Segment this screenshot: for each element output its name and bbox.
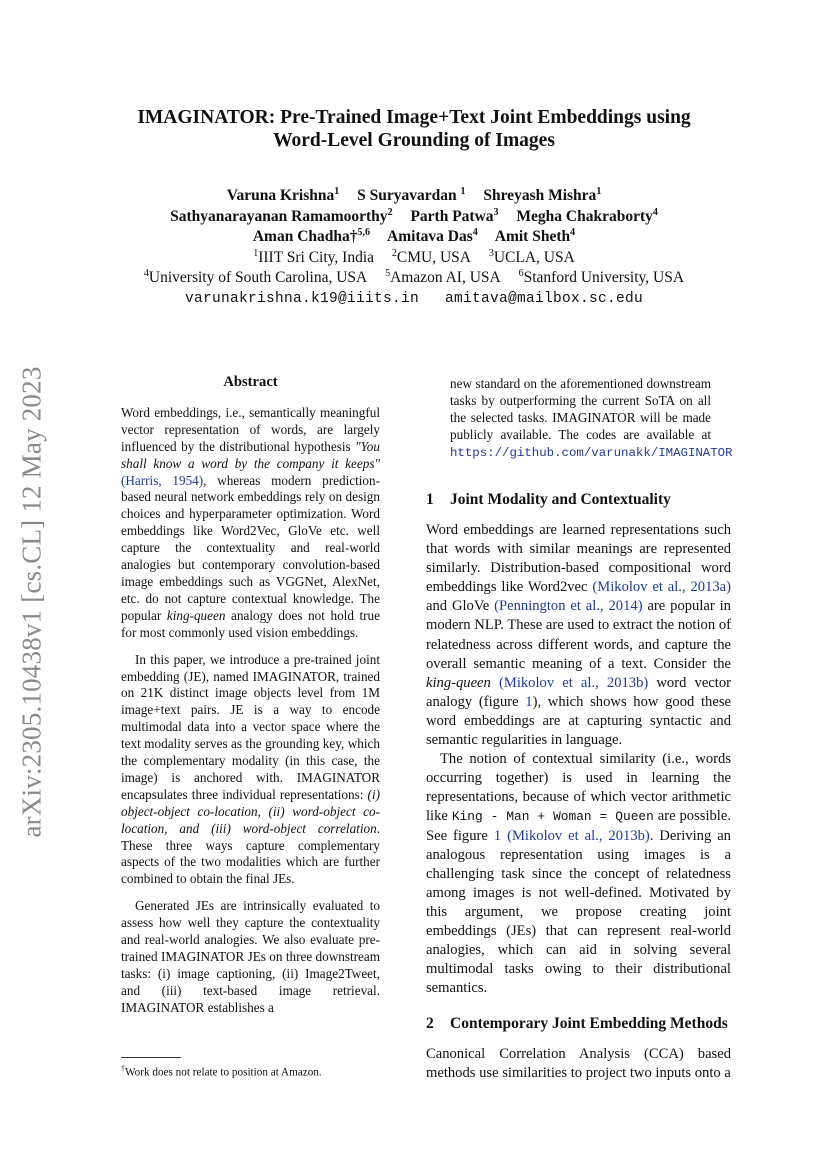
affiliation-sup: 4 <box>143 267 149 279</box>
arxiv-stamp <box>12 352 52 852</box>
author-row-2 <box>60 207 768 228</box>
section-1-paragraph-2: The notion of contextual similarity (i.e., words occurring together) is used in learning the representations, because of which vector arithmetic like King - Man + Woman = Queen are possible. See figure 1 (Mikolov et al., 2013b). Deriving an analogous representation using images is a challenging task since the concept of relatedness among images is not well-defined. Motivated by this argument, we propose creating joint embeddings (JEs) that can represent real-world analogies, which can aid in solving several multimodal tasks owing to their distributional semantics. <box>426 751 731 997</box>
section-1-heading <box>426 490 731 510</box>
emphasis: (i) object-object co-location, (ii) word-object co-location, and (iii) word-object correlation <box>121 786 380 836</box>
affiliation: University of South Carolina, USA <box>148 269 368 286</box>
author-name: Sathyanarayanan Ramamoorthy <box>170 207 388 225</box>
affiliation: UCLA, USA <box>493 248 575 266</box>
abstract-paragraph-1: Word embeddings, i.e., semantically meaningful vector representation of words, are largely influenced by the distributional hypothesis "You shall know a word by the company it keeps" (Harris, 1954), whereas modern prediction-based neural network embeddings rely on design choices and hyperparameter optimization. Word embeddings like Word2Vec, GloVe etc. well capture the contextuality and real-world analogies but contemporary convolution-based image embeddings such as VGGNet, AlexNet, etc. do not capture contextual knowledge. The popular king-queen analogy does not hold true for most commonly used vision embeddings. <box>121 404 380 640</box>
author-name: Shreyash Mishra <box>483 187 597 204</box>
author-row-3 <box>60 227 768 248</box>
quote: "You shall know a word by the company it keeps" <box>121 438 380 471</box>
body-column-right <box>426 488 731 1094</box>
author-email: amitava@mailbox.sc.edu <box>445 290 644 307</box>
abstract-column <box>121 374 380 1027</box>
footnote-text: Work does not relate to position at Amazon. <box>125 1066 322 1079</box>
affiliation-sup: 6 <box>518 267 524 279</box>
author-name: Varuna Krishna <box>226 187 335 204</box>
affiliation-row-1 <box>60 248 768 269</box>
title-line-1: IMAGINATOR: Pre-Trained Image+Text Joint Embeddings using <box>137 107 691 128</box>
affiliation: Amazon AI, USA <box>390 269 501 286</box>
author-name: Megha Chakraborty <box>516 207 653 225</box>
footnote <box>121 1062 322 1080</box>
citation-link[interactable]: (Mikolov et al., 2013a) <box>592 579 732 596</box>
abstract-heading: Abstract <box>223 374 278 390</box>
author-sup: 2 <box>387 206 393 218</box>
author-row-1 <box>60 186 768 207</box>
section-title: Contemporary Joint Embedding Methods <box>450 1015 728 1033</box>
author-name: S Suryavardan <box>357 187 457 204</box>
affiliation: CMU, USA <box>396 248 471 266</box>
affiliation-row-2 <box>60 268 768 289</box>
affiliation-sup: 1 <box>253 247 259 259</box>
citation-link[interactable]: (Mikolov et al., 2013b) <box>498 674 649 691</box>
author-name: Amitava Das <box>387 228 473 245</box>
abstract-continuation <box>450 376 733 472</box>
affiliation: IIIT Sri City, India <box>258 248 375 266</box>
citation-link[interactable]: (Harris, 1954) <box>121 472 204 488</box>
emphasis: king-queen <box>426 674 491 691</box>
author-sup: 4 <box>472 226 478 238</box>
affiliation: Stanford University, USA <box>523 269 685 286</box>
paper-title <box>100 106 728 152</box>
email-row <box>60 289 768 310</box>
author-name: Amit Sheth <box>494 228 571 245</box>
author-block <box>60 186 768 309</box>
author-name: Aman Chadha† <box>252 228 358 245</box>
affiliation-sup: 3 <box>488 247 494 259</box>
abstract-paragraph-2: In this paper, we introduce a pre-trained joint embedding (JE), named IMAGINATOR, trained on 21K distinct image objects level from 1M image+text pairs. JE is a way to encode multimodal data into a vector space where the text modality serves as the grounding key, which the complementary modality (in this case, the image) is anchored with. IMAGINATOR encapsulates three individual representations: (i) object-object co-location, (ii) word-object co-location, and (iii) word-object correlation. These three ways capture complementary aspects of the two modalities which are further combined to obtain the final JEs. <box>121 651 380 887</box>
section-number: 2 <box>426 1015 434 1033</box>
footnote-rule <box>121 1057 181 1058</box>
section-title: Joint Modality and Contextuality <box>450 491 671 508</box>
section-number: 1 <box>426 491 434 508</box>
author-email: varunakrishna.k19@iiits.in <box>184 290 419 307</box>
figure-link[interactable]: 1 <box>525 693 533 710</box>
author-sup: 5,6 <box>357 226 371 238</box>
section-2-paragraph-1: Canonical Correlation Analysis (CCA) based methods use similarities to project two inputs onto a <box>426 1046 731 1082</box>
abstract-paragraph-3-cont: new standard on the aforementioned downstream tasks by outperforming the current SoTA on all the selected tasks. IMAGINATOR will be made publicly available. The codes are available at https://github.com/varunakk/IMAGINATOR <box>450 376 733 460</box>
title-line-2: Word-Level Grounding of Images <box>273 130 555 151</box>
code-link[interactable]: https://github.com/varunakk/IMAGINATOR <box>450 445 733 460</box>
footnote-mark: † <box>121 1064 125 1073</box>
author-sup: 1 <box>596 185 602 197</box>
emphasis: king-queen <box>166 607 226 623</box>
affiliation-sup: 2 <box>391 247 397 259</box>
figure-link[interactable]: 1 <box>493 827 502 844</box>
inline-code: King - Man + Woman = Queen <box>451 809 654 825</box>
section-1-paragraph-1: Word embeddings are learned representations such that words with similar meanings are represented similarly. Distribution-based compositional word embeddings like Word2vec (Mikolov et al., 2013a) and GloVe (Pennington et al., 2014) are popular in modern NLP. These are used to extract the notion of relatedness across different words, and capture the overall semantic meaning of a text. Consider the king-queen (Mikolov et al., 2013b) word vector analogy (figure 1), which shows how good these word embeddings are at capturing syntactic and semantic regularities in language. <box>426 522 732 749</box>
author-sup: 1 <box>334 185 340 197</box>
author-sup: 4 <box>570 226 576 238</box>
author-name: Parth Patwa <box>410 207 494 225</box>
author-sup: 3 <box>493 206 499 218</box>
affiliation-sup: 5 <box>385 267 391 279</box>
citation-link[interactable]: (Mikolov et al., 2013b) <box>507 827 650 844</box>
section-2-heading <box>426 1014 731 1034</box>
citation-link[interactable]: (Pennington et al., 2014) <box>494 598 643 615</box>
author-sup: 4 <box>652 206 658 218</box>
arxiv-stamp-text: arXiv:2305.10438v1 [cs.CL] 12 May 2023 <box>16 366 47 838</box>
author-sup: 1 <box>460 185 466 197</box>
abstract-paragraph-3: Generated JEs are intrinsically evaluated to assess how well they capture the contextuality and real-world analogies. We also evaluate pre-trained IMAGINATOR JEs on three downstream tasks: (i) image captioning, (ii) Image2Tweet, and (iii) text-based image retrieval. IMAGINATOR establishes a <box>121 898 380 1015</box>
